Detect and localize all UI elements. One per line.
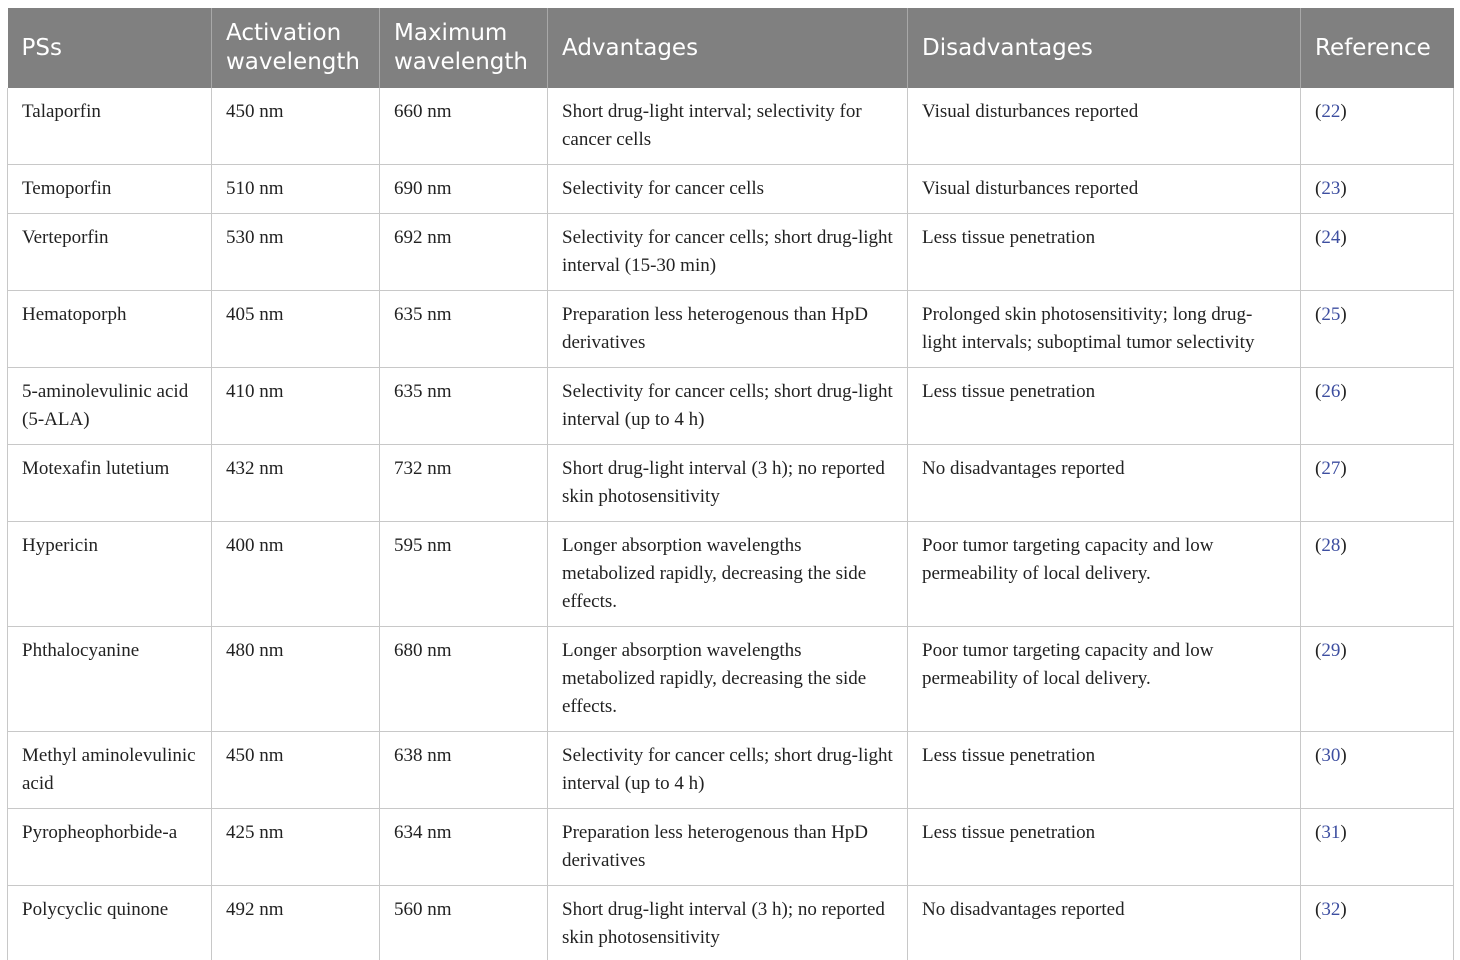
reference-link[interactable]: 32 (1321, 899, 1341, 920)
header-activation-wavelength: Activation wavelength (212, 8, 380, 88)
reference-close-paren: ) (1340, 101, 1347, 122)
reference-link[interactable]: 30 (1321, 745, 1341, 766)
table-row (8, 368, 1454, 445)
cell-activation-wavelength: 530 nm (212, 214, 380, 291)
cell-reference (1301, 627, 1454, 732)
cell-maximum-wavelength: 595 nm (380, 522, 548, 627)
reference-link[interactable]: 24 (1321, 227, 1341, 248)
cell-reference (1301, 445, 1454, 522)
cell-reference (1301, 809, 1454, 886)
cell-activation-wavelength: 450 nm (212, 88, 380, 165)
cell-reference (1301, 732, 1454, 809)
cell-advantages: Selectivity for cancer cells; short drug-light interval (up to 4 h) (548, 368, 908, 445)
reference-link[interactable]: 23 (1321, 178, 1341, 199)
cell-reference (1301, 165, 1454, 214)
reference-close-paren: ) (1340, 899, 1347, 920)
cell-advantages: Longer absorption wavelengths metabolized rapidly, decreasing the side effects. (548, 522, 908, 627)
table-row (8, 732, 1454, 809)
cell-disadvantages: Visual disturbances reported (908, 88, 1301, 165)
cell-advantages: Short drug-light interval (3 h); no reported skin photosensitivity (548, 886, 908, 960)
table-row (8, 522, 1454, 627)
cell-disadvantages: Less tissue penetration (908, 809, 1301, 886)
cell-disadvantages: Prolonged skin photosensitivity; long drug-light intervals; suboptimal tumor selectivity (908, 291, 1301, 368)
cell-ps: Phthalocyanine (8, 627, 212, 732)
cell-reference (1301, 522, 1454, 627)
header-reference: Reference (1301, 8, 1454, 88)
header-pss: PSs (8, 8, 212, 88)
reference-open-paren: ( (1315, 458, 1322, 479)
cell-activation-wavelength: 492 nm (212, 886, 380, 960)
table-row (8, 88, 1454, 165)
table-row (8, 886, 1454, 960)
table-header (8, 8, 1454, 88)
reference-close-paren: ) (1340, 178, 1347, 199)
cell-ps: Polycyclic quinone (8, 886, 212, 960)
cell-disadvantages: No disadvantages reported (908, 886, 1301, 960)
cell-ps: Motexafin lutetium (8, 445, 212, 522)
cell-maximum-wavelength: 635 nm (380, 291, 548, 368)
reference-open-paren: ( (1315, 304, 1322, 325)
reference-close-paren: ) (1340, 458, 1347, 479)
photosensitizer-table (7, 8, 1454, 960)
cell-activation-wavelength: 425 nm (212, 809, 380, 886)
table-row (8, 809, 1454, 886)
cell-activation-wavelength: 410 nm (212, 368, 380, 445)
cell-advantages: Preparation less heterogenous than HpD derivatives (548, 291, 908, 368)
cell-ps: Talaporfin (8, 88, 212, 165)
header-advantages: Advantages (548, 8, 908, 88)
header-maximum-wavelength: Maximum wavelength (380, 8, 548, 88)
reference-link[interactable]: 22 (1321, 101, 1341, 122)
cell-activation-wavelength: 405 nm (212, 291, 380, 368)
cell-disadvantages: Less tissue penetration (908, 368, 1301, 445)
reference-link[interactable]: 29 (1321, 640, 1341, 661)
table-row (8, 445, 1454, 522)
cell-maximum-wavelength: 690 nm (380, 165, 548, 214)
cell-ps: Hypericin (8, 522, 212, 627)
reference-close-paren: ) (1340, 381, 1347, 402)
cell-advantages: Short drug-light interval (3 h); no reported skin photosensitivity (548, 445, 908, 522)
cell-advantages: Short drug-light interval; selectivity for cancer cells (548, 88, 908, 165)
table-body (8, 88, 1454, 960)
cell-advantages: Preparation less heterogenous than HpD derivatives (548, 809, 908, 886)
cell-advantages: Longer absorption wavelengths metabolized rapidly, decreasing the side effects. (548, 627, 908, 732)
cell-activation-wavelength: 510 nm (212, 165, 380, 214)
header-row (8, 8, 1454, 88)
reference-link[interactable]: 27 (1321, 458, 1341, 479)
reference-open-paren: ( (1315, 899, 1322, 920)
cell-disadvantages: Poor tumor targeting capacity and low permeability of local delivery. (908, 627, 1301, 732)
cell-maximum-wavelength: 680 nm (380, 627, 548, 732)
reference-open-paren: ( (1315, 822, 1322, 843)
reference-open-paren: ( (1315, 227, 1322, 248)
cell-maximum-wavelength: 660 nm (380, 88, 548, 165)
cell-reference (1301, 214, 1454, 291)
reference-open-paren: ( (1315, 640, 1322, 661)
cell-disadvantages: Less tissue penetration (908, 732, 1301, 809)
cell-activation-wavelength: 450 nm (212, 732, 380, 809)
cell-ps: Hematoporph (8, 291, 212, 368)
cell-activation-wavelength: 432 nm (212, 445, 380, 522)
cell-maximum-wavelength: 638 nm (380, 732, 548, 809)
reference-link[interactable]: 25 (1321, 304, 1341, 325)
cell-reference (1301, 291, 1454, 368)
reference-close-paren: ) (1340, 745, 1347, 766)
reference-open-paren: ( (1315, 535, 1322, 556)
reference-close-paren: ) (1340, 640, 1347, 661)
cell-maximum-wavelength: 732 nm (380, 445, 548, 522)
cell-maximum-wavelength: 692 nm (380, 214, 548, 291)
cell-ps: Methyl aminolevulinic acid (8, 732, 212, 809)
table-row (8, 165, 1454, 214)
cell-maximum-wavelength: 560 nm (380, 886, 548, 960)
cell-maximum-wavelength: 634 nm (380, 809, 548, 886)
cell-reference (1301, 886, 1454, 960)
cell-advantages: Selectivity for cancer cells; short drug-light interval (15-30 min) (548, 214, 908, 291)
cell-ps: Verteporfin (8, 214, 212, 291)
reference-open-paren: ( (1315, 101, 1322, 122)
cell-disadvantages: No disadvantages reported (908, 445, 1301, 522)
cell-maximum-wavelength: 635 nm (380, 368, 548, 445)
reference-close-paren: ) (1340, 822, 1347, 843)
cell-disadvantages: Less tissue penetration (908, 214, 1301, 291)
table-row (8, 291, 1454, 368)
reference-open-paren: ( (1315, 745, 1322, 766)
header-disadvantages: Disadvantages (908, 8, 1301, 88)
reference-close-paren: ) (1340, 227, 1347, 248)
cell-reference (1301, 368, 1454, 445)
reference-link[interactable]: 31 (1321, 822, 1341, 843)
cell-ps: Temoporfin (8, 165, 212, 214)
table-row (8, 214, 1454, 291)
reference-link[interactable]: 26 (1321, 381, 1341, 402)
cell-reference (1301, 88, 1454, 165)
cell-advantages: Selectivity for cancer cells; short drug-light interval (up to 4 h) (548, 732, 908, 809)
cell-ps: Pyropheophorbide-a (8, 809, 212, 886)
cell-disadvantages: Visual disturbances reported (908, 165, 1301, 214)
cell-advantages: Selectivity for cancer cells (548, 165, 908, 214)
reference-close-paren: ) (1340, 304, 1347, 325)
cell-disadvantages: Poor tumor targeting capacity and low permeability of local delivery. (908, 522, 1301, 627)
cell-ps: 5-aminolevulinic acid (5-ALA) (8, 368, 212, 445)
cell-activation-wavelength: 400 nm (212, 522, 380, 627)
reference-open-paren: ( (1315, 178, 1322, 199)
cell-activation-wavelength: 480 nm (212, 627, 380, 732)
reference-close-paren: ) (1340, 535, 1347, 556)
reference-link[interactable]: 28 (1321, 535, 1341, 556)
table-row (8, 627, 1454, 732)
reference-open-paren: ( (1315, 381, 1322, 402)
